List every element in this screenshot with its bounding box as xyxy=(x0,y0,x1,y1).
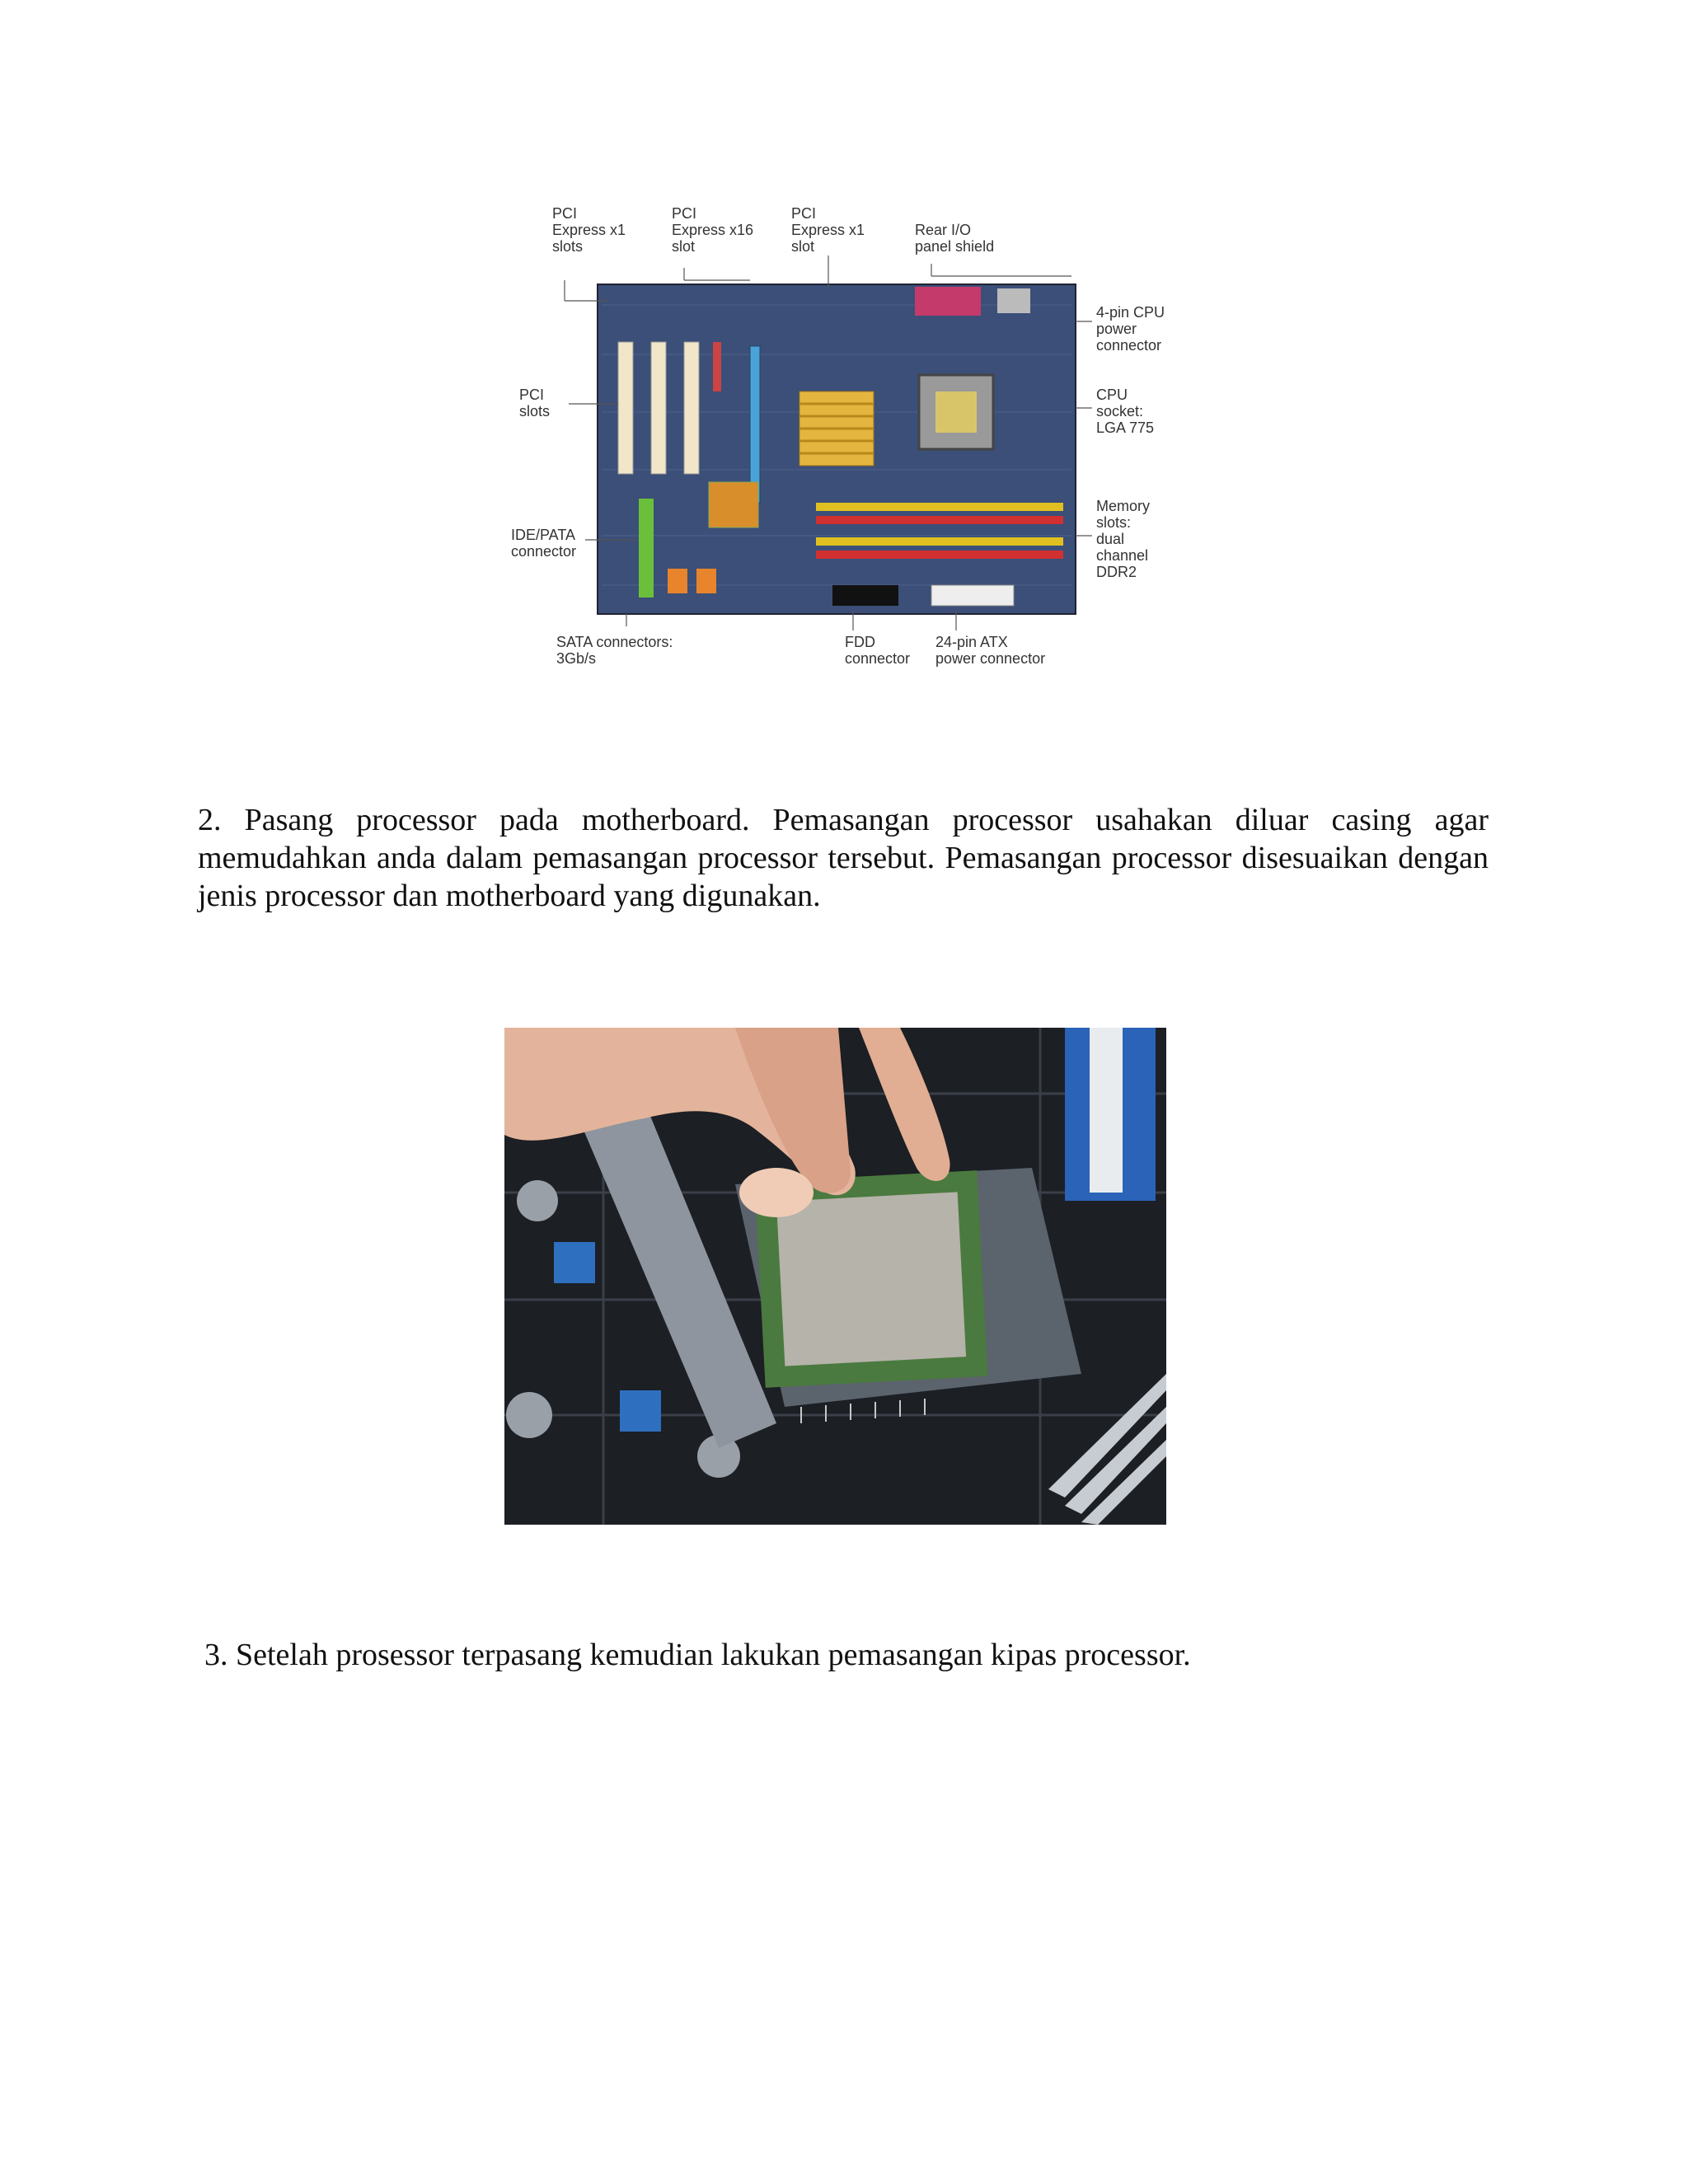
label-cpu-socket: CPU socket: LGA 775 xyxy=(1096,387,1155,436)
sata-connector xyxy=(668,569,687,593)
label-rear-io: Rear I/O panel shield xyxy=(915,222,995,255)
atx-power-connector xyxy=(931,585,1014,606)
memory-slot xyxy=(816,516,1063,524)
label-ide-pata: IDE/PATA connector xyxy=(511,527,577,560)
memory-slot xyxy=(816,551,1063,559)
southbridge-heatsink xyxy=(709,482,758,527)
ide-connector xyxy=(639,499,654,598)
memory-slot xyxy=(816,503,1063,511)
cpu-install-photo xyxy=(504,1028,1166,1525)
pcie-x1-slot xyxy=(713,342,721,391)
label-cpu-power: 4-pin CPU power connector xyxy=(1096,304,1165,354)
sata-connector xyxy=(696,569,716,593)
label-sata: SATA connectors: 3Gb/s xyxy=(556,634,673,667)
pcie-x16-slot xyxy=(750,346,760,503)
fdd-connector xyxy=(832,585,898,606)
pci-slot xyxy=(618,342,633,474)
label-atx-power: 24-pin ATX power connector xyxy=(935,634,1046,667)
label-pci-slots: PCI slots xyxy=(519,387,551,419)
label-pcie-x1-slots: PCI Express x1 slots xyxy=(552,205,626,255)
rear-io-connector xyxy=(915,287,981,316)
motherboard-figure xyxy=(503,198,1187,692)
step-3-paragraph: 3. Setelah prosessor terpasang kemudian lakukan pemasangan kipas processor. xyxy=(204,1638,1191,1672)
label-memory-slots: Memory slots: dual channel DDR2 xyxy=(1096,498,1151,580)
memory-slot xyxy=(816,537,1063,546)
label-pcie-x1-slot: PCI Express x1 slot xyxy=(791,205,865,255)
label-fdd: FDD connector xyxy=(845,634,911,667)
step-2-paragraph: 2. Pasang processor pada motherboard. Pemasangan processor usahakan diluar casing agar memudahkan anda dalam pemasangan processor tersebut. Pemasangan processor disesuaikan dengan jenis processor dan motherboard yang digunakan. xyxy=(198,803,1489,913)
label-pcie-x16-slot: PCI Express x16 slot xyxy=(672,205,754,255)
pci-slot xyxy=(651,342,666,474)
pci-slot xyxy=(684,342,699,474)
